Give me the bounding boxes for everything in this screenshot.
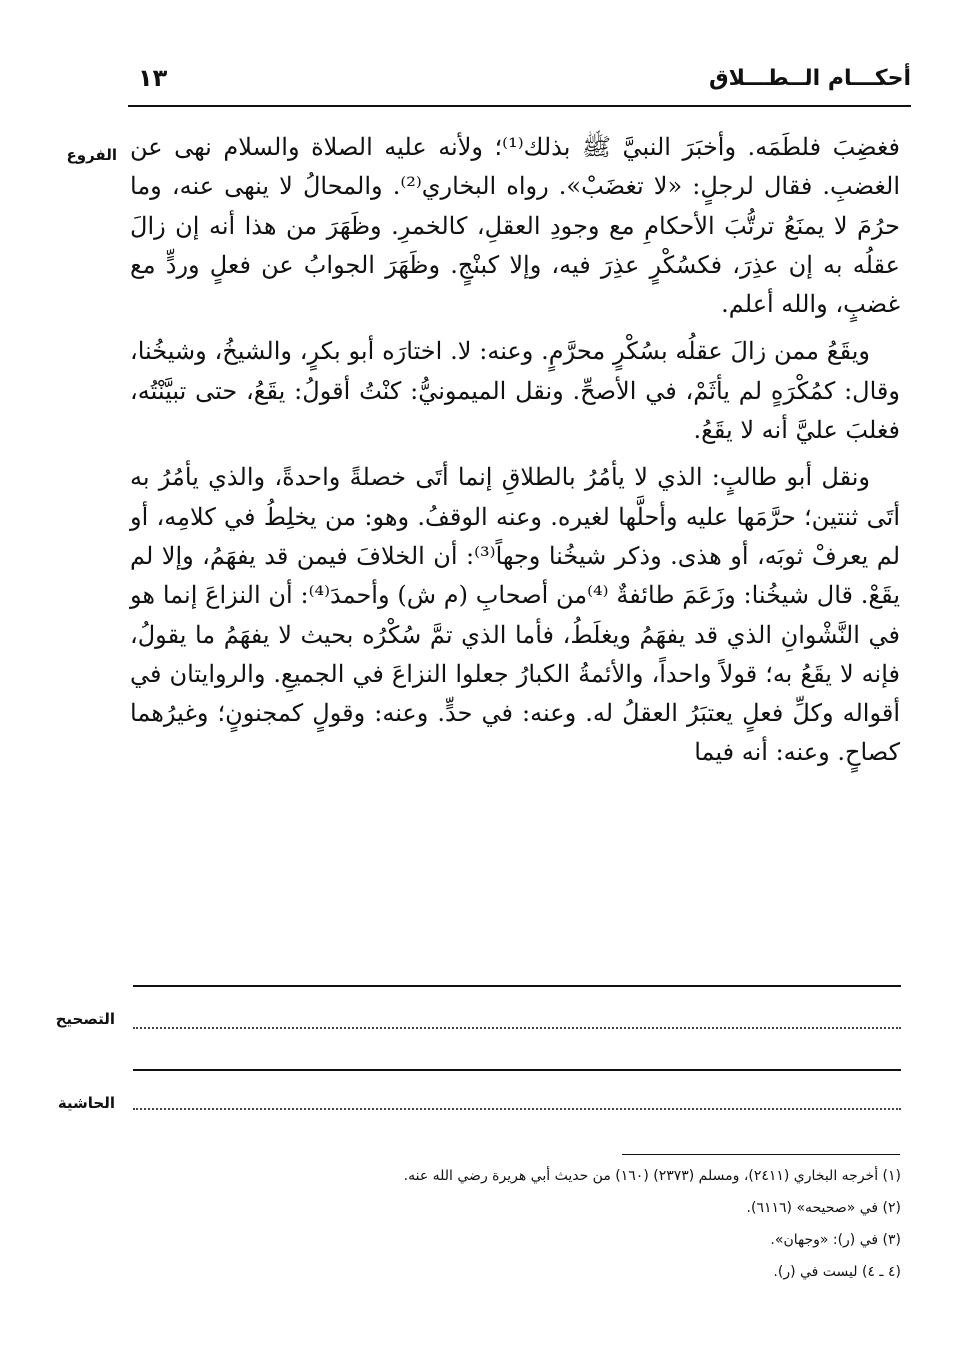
page-number: ١٣	[138, 64, 168, 92]
side-label-hashiya: الحاشية	[57, 1094, 115, 1112]
side-label-tashih: التصحيح	[55, 1010, 115, 1028]
footnote-rule	[622, 1154, 900, 1155]
side-label-furu: الفروع	[66, 146, 117, 164]
paragraph-1: فغضِبَ فلطَمَه. وأخبَرَ النبيَّ ﷺ بذلك⁽¹⁾؛ ولأنه عليه الصلاة والسلام نهى عن الغضبِ. فقال لرجلٍ: «لا تغضَبْ». رواه البخاري⁽²⁾. والمحالُ لا ينهى عنه، وما حرُمَ لا يمنَعُ ترتُّبَ الأحكامِ مع وجودِ العقلِ، كالخمرِ. وظَهَرَ من هذا أنه إن زالَ عقلُه به إن عذِرَ، فكسُكْرٍ عذِرَ فيه، وإلا كبنْجٍ. وظَهَرَ الجوابُ عن فعلٍ وردٍّ مع غضبٍ، والله أعلم.	[130, 133, 900, 319]
footnotes	[404, 1167, 901, 1295]
paragraph-2: ويقَعُ ممن زالَ عقلُه بسُكْرٍ محرَّمٍ. وعنه: لا. اختارَه أبو بكرٍ، والشيخُ، وشيخُنا، وقال: كمُكْرَهٍ لم يأثَمْ، في الأصحِّ. ونقل الميمونيُّ: كنْتُ أقولُ: يقَعُ، حتى تبيَّنْتُه، فغلبَ عليَّ أنه لا يقَعُ.	[130, 337, 900, 445]
separator-rule-2	[133, 1069, 901, 1071]
footnote-2: (٢) في «صحيحه» (٦١١٦).	[746, 1200, 901, 1216]
hashiya-dotted-line	[133, 1108, 901, 1110]
footnote-4: (٤ ـ ٤) ليست في (ر).	[773, 1264, 901, 1280]
running-header-title: أحكـــام الــطـــلاق	[709, 66, 911, 91]
paragraph-3: ونقل أبو طالبٍ: الذي لا يأمُرُ بالطلاقِ إنما أتَى خصلةً واحدةً، والذي يأمُرُ به أتَى ثنتين؛ حرَّمَها عليه وأحلَّها لغيره. وعنه الوقفُ. وهو: من يخلِطُ في كلامِه، أو لم يعرفْ ثوبَه، أو هذى. وذكر شيخُنا وجهاً⁽³⁾: أن الخلافَ فيمن قد يفهَمُ، وإلا لم يقَعْ. قال شيخُنا: وزَعَمَ طائفةٌ ⁽⁴⁾من أصحابِ (م ش) وأحمدَ⁽⁴⁾: أن النزاعَ إنما هو في النَّشْوانِ الذي قد يفهَمُ ويغلَطُ، فأما الذي تمَّ سُكْرُه بحيث لا يفهَمُ ما يقولُ، فإنه لا يقَعُ به؛ قولاً واحداً، والأئمةُ الكبارُ جعلوا النزاعَ في الجميعِ. والروايتان في أقواله وكلِّ فعلٍ يعتبَرُ العقلُ له. وعنه: في حدٍّ. وعنه: وقولٍ كمجنونٍ؛ وغيرُهما كصاحٍ. وعنه: أنه فيما	[130, 463, 901, 767]
header-rule	[128, 105, 911, 107]
main-text	[130, 128, 900, 773]
footnote-3: (٣) في (ر): «وجهان».	[770, 1232, 901, 1248]
footnote-1: (١) أخرجه البخاري (٢٤١١)، ومسلم (٢٣٧٣) (١٦٠) من حديث أبي هريرة رضي الله عنه.	[403, 1168, 901, 1184]
separator-rule-1	[133, 985, 901, 987]
tashih-dotted-line	[133, 1027, 901, 1029]
